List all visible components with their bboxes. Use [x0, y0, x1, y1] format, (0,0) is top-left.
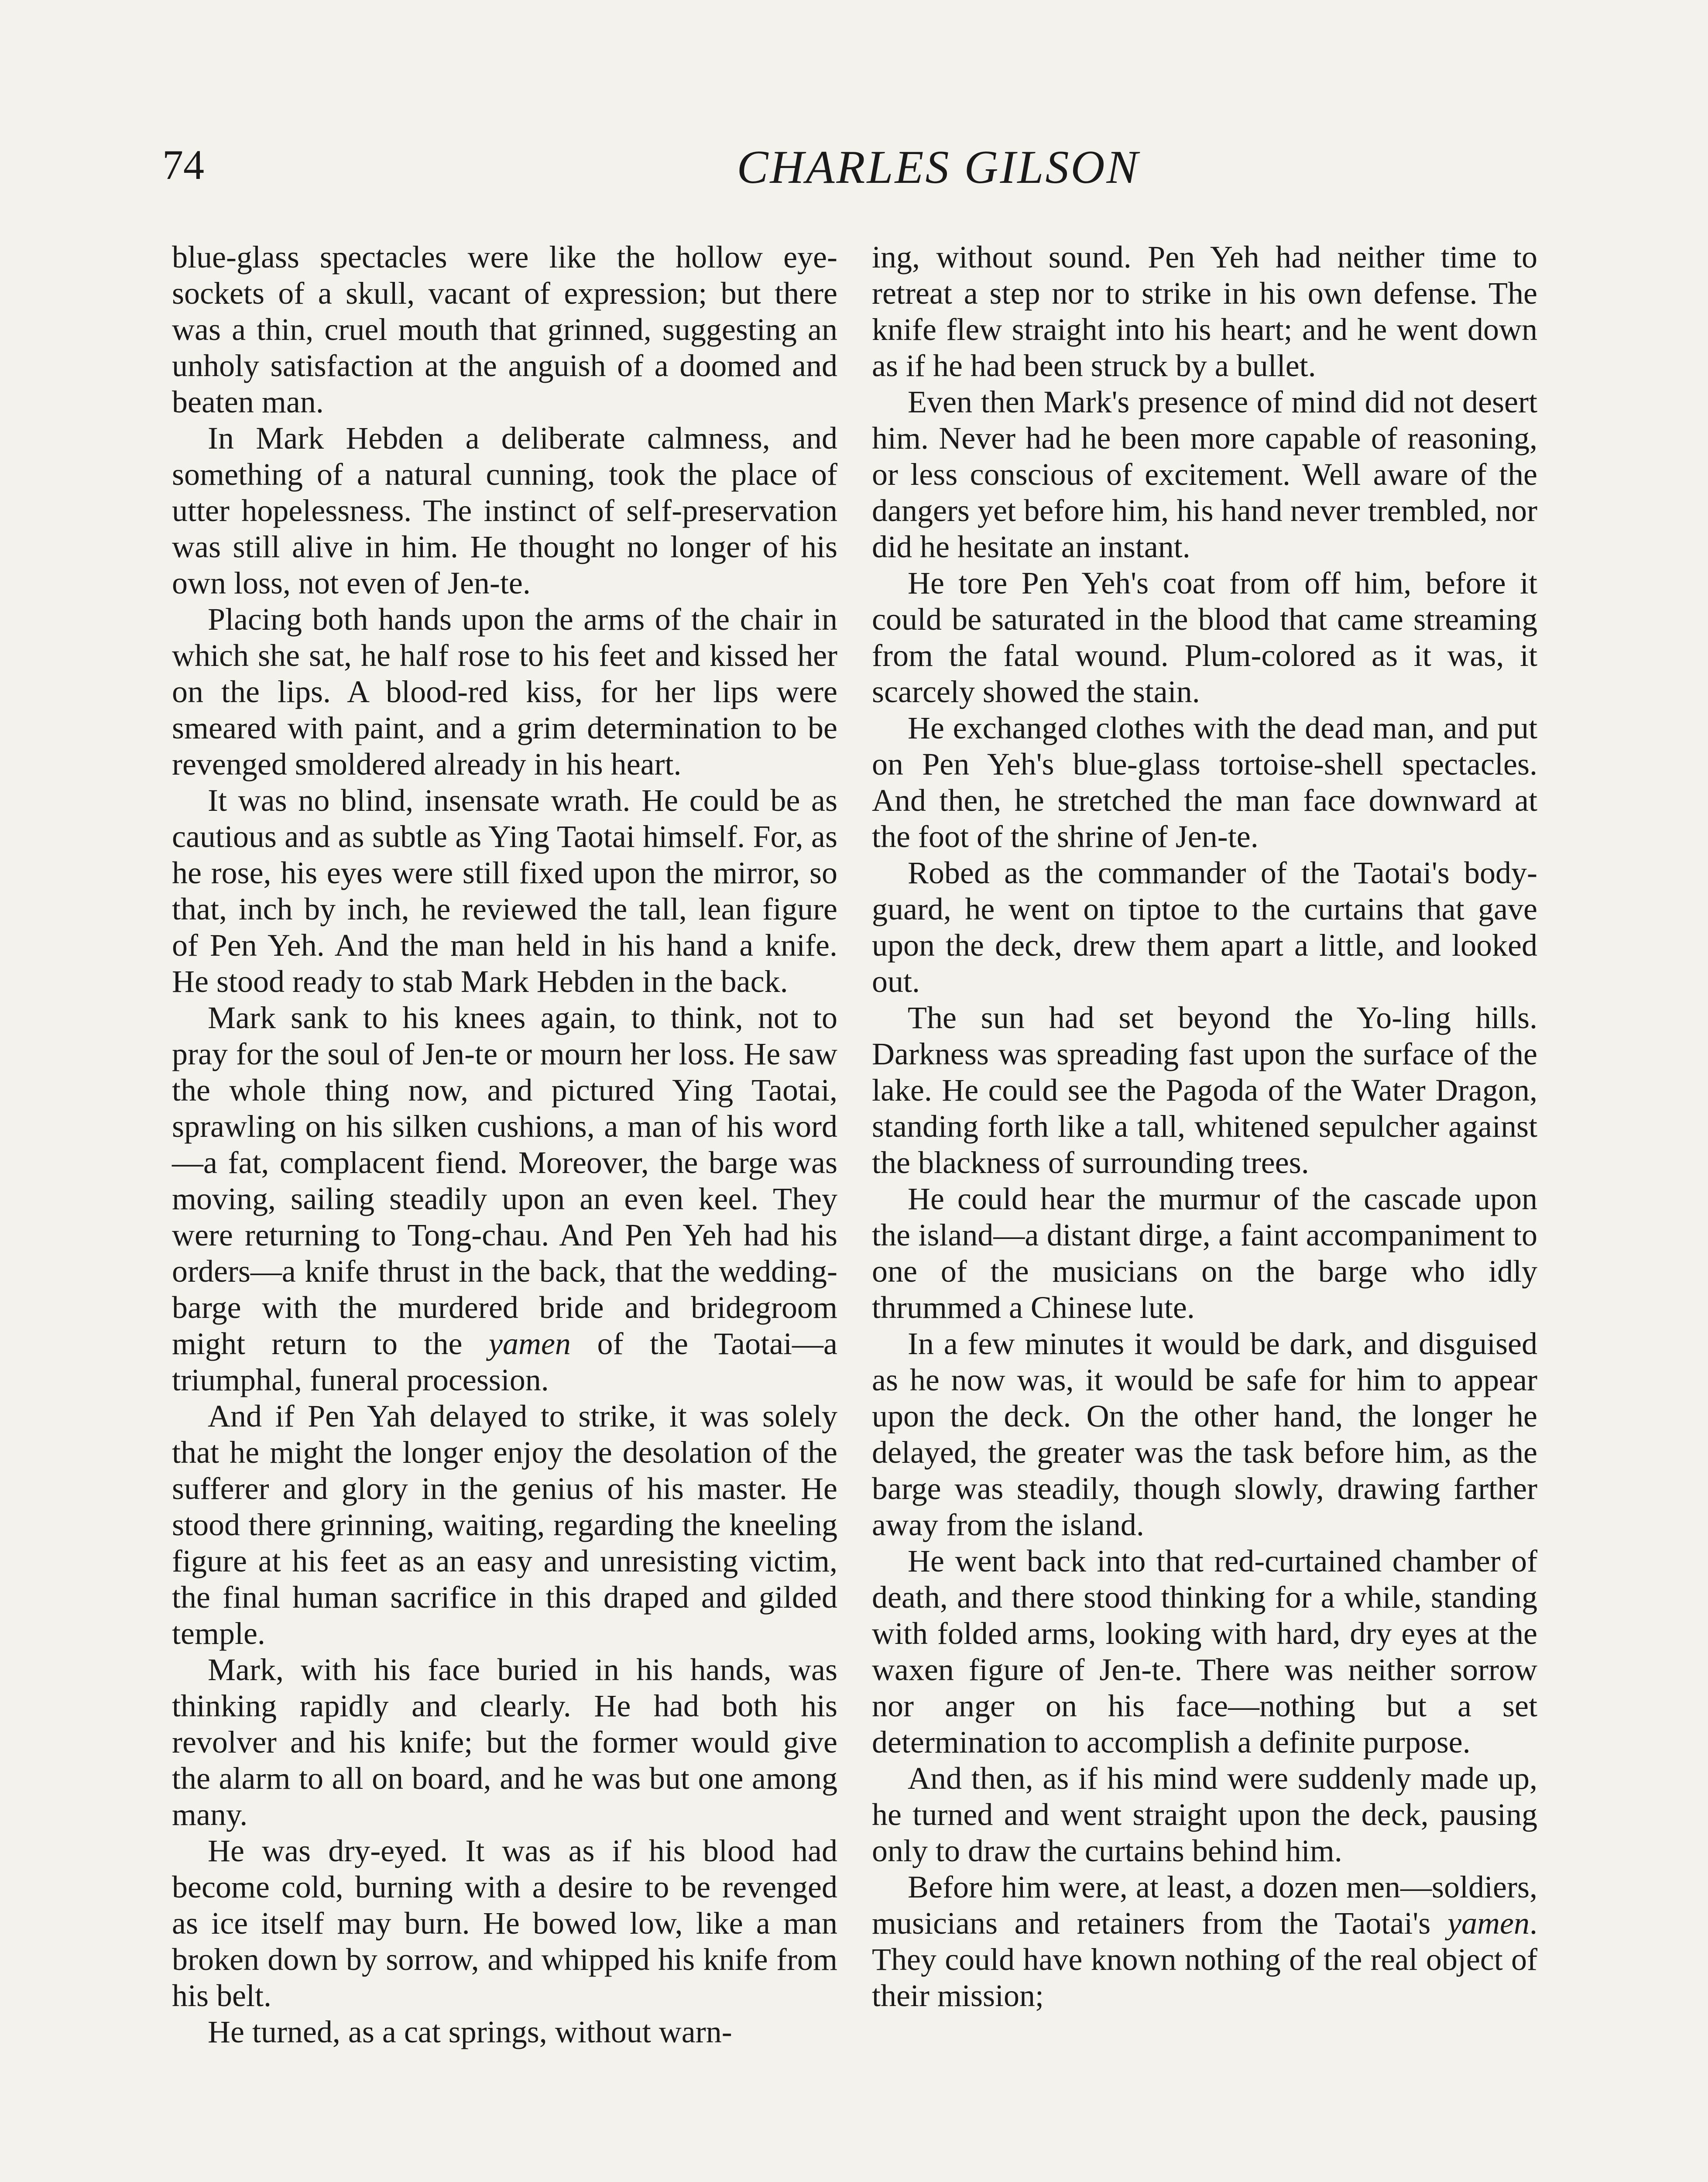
paragraph: He could hear the murmur of the cascade upon the island—a distant dirge, a faint accompaniment to one of the musicians on the barge who idly thrummed a Chinese lute. [872, 1181, 1537, 1325]
paragraph: In Mark Hebden a deliberate calmness, and something of a natural cunning, took the place of utter hopelessness. The instinct of self-preservation was still alive in him. He thought no longer of his own loss, not even of Jen-te. [172, 421, 837, 600]
paragraph: And then, as if his mind were suddenly made up, he turned and went straight upon the deck, pausing only to draw the curtains behind him. [872, 1761, 1537, 1868]
paragraph: It was no blind, insensate wrath. He could be as cautious and as subtle as Ying Taotai himself. For, as he rose, his eyes were still fixed upon the mirror, so that, inch by inch, he reviewed the tall, lean figure of Pen Yeh. And the man held in his hand a knife. He stood ready to stab Mark Hebden in the back. [172, 783, 837, 999]
paragraph: He was dry-eyed. It was as if his blood had become cold, burning with a desire to be revenged as ice itself may burn. He bowed low, like a man broken down by sorrow, and whipped his knife from his belt. [172, 1833, 837, 2013]
paragraph: ing, without sound. Pen Yeh had neither time to retreat a step nor to strike in his own defense. The knife flew straight into his heart; and he went down as if he had been struck by a bullet. [872, 240, 1537, 383]
paragraph [172, 1000, 837, 1398]
paragraph: The sun had set beyond the Yo-ling hills. Darkness was spreading fast upon the surface of the lake. He could see the Pagoda of the Water Dragon, standing forth like a tall, whitened sepulcher against the blackness of surrounding trees. [872, 1000, 1537, 1180]
paragraph: Robed as the commander of the Taotai's body-guard, he went on tiptoe to the curtains that gave upon the deck, drew them apart a little, and looked out. [872, 855, 1537, 999]
paragraph-text: Mark sank to his knees again, to think, not to pray for the soul of Jen-te or mourn her loss. He saw the whole thing now, and pictured Ying Taotai, sprawling on his silken cushions, a man of his word—a fat, complacent fiend. Moreover, the barge was moving, sailing steadily upon an even keel. They were returning to Tong-chau. And Pen Yeh had his orders—a knife thrust in the back, that the wedding-barge with the murdered bride and bridegroom might return to the [172, 1000, 837, 1361]
paragraph: Placing both hands upon the arms of the chair in which she sat, he half rose to his feet and kissed her on the lips. A blood-red kiss, for her lips were smeared with paint, and a grim determination to be revenged smoldered already in his heart. [172, 602, 837, 782]
paragraph: In a few minutes it would be dark, and disguised as he now was, it would be safe for him to appear upon the deck. On the other hand, the longer he delayed, the greater was the task before him, as the barge was steadily, though slowly, drawing farther away from the island. [872, 1326, 1537, 1542]
paragraph: He tore Pen Yeh's coat from off him, before it could be saturated in the blood that came streaming from the fatal wound. Plum-colored as it was, it scarcely showed the stain. [872, 566, 1537, 709]
paragraph [872, 1869, 1537, 2014]
page-number: 74 [162, 141, 204, 188]
paragraph-text: Before him were, at least, a dozen men—soldiers, musicians and retainers from the Taotai's [872, 1870, 1537, 1941]
paragraph: Even then Mark's presence of mind did not desert him. Never had he been more capable of reasoning, or less conscious of excitement. Well aware of the dangers yet before him, his hand never trembled, nor did he hesitate an instant. [872, 384, 1537, 564]
paragraph-text: . They could have known nothing of the real object of their mission; [872, 1906, 1538, 2013]
paragraph: He exchanged clothes with the dead man, and put on Pen Yeh's blue-glass tortoise-shell spectacles. And then, he stretched the man face downward at the foot of the shrine of Jen-te. [872, 710, 1537, 854]
paragraph: He turned, as a cat springs, without warn- [208, 2014, 732, 2049]
running-head: CHARLES GILSON [737, 141, 1140, 193]
paragraph: Mark, with his face buried in his hands, was thinking rapidly and clearly. He had both his revolver and his knife; but the former would give the alarm to all on board, and he was but one among many. [172, 1652, 837, 1832]
paragraph: And if Pen Yah delayed to strike, it was solely that he might the longer enjoy the desolation of the sufferer and glory in the genius of his master. He stood there grinning, waiting, regarding the kneeling figure at his feet as an easy and unresisting victim, the final human sacrifice in this draped and gilded temple. [172, 1399, 837, 1651]
right-column [872, 239, 1537, 2014]
paragraph: blue-glass spectacles were like the hollow eye-sockets of a skull, vacant of expression; but there was a thin, cruel mouth that grinned, suggesting an unholy satisfaction at the anguish of a doomed and beaten man. [172, 240, 837, 419]
italic-word: yamen [1447, 1906, 1530, 1941]
italic-word: yamen [489, 1326, 571, 1361]
left-column [172, 239, 837, 2050]
paragraph: He went back into that red-curtained chamber of death, and there stood thinking for a while, standing with folded arms, looking with hard, dry eyes at the waxen figure of Jen-te. There was neither sorrow nor anger on his face—nothing but a set determination to accomplish a definite purpose. [872, 1544, 1537, 1760]
paragraph-text: of the Taotai—a triumphal, funeral procession. [172, 1326, 837, 1397]
